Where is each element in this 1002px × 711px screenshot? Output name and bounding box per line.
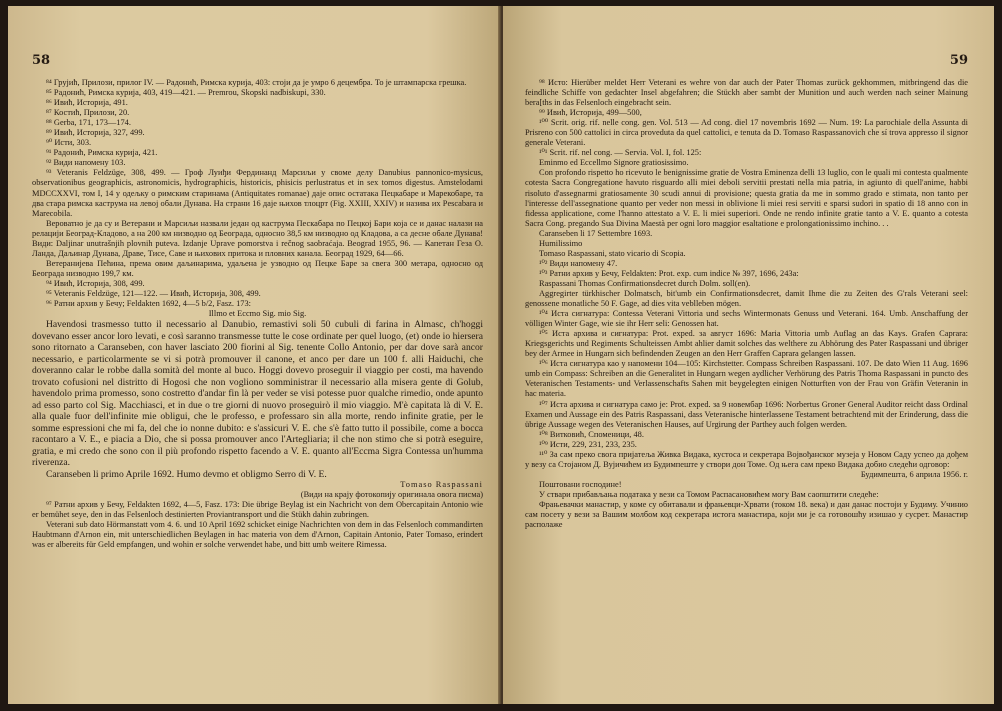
page-number-left: 58 xyxy=(32,53,51,68)
footnote-paragraph: ¹⁰³ Ратни архив у Бечу, Feldakten: Prot. exp. cum indice № 397, 1696, 243a: xyxy=(539,268,799,278)
footnote-paragraph: ⁸⁷ Костић, Прилози, 20. xyxy=(46,108,130,118)
right-page xyxy=(503,6,994,704)
footnote-paragraph: ⁹⁶ Ратни архив у Бечу; Feldakten 1692, 4—5 b/2, Fasz. 173: xyxy=(46,299,251,309)
footnote-paragraph: ⁸⁵ Радонић, Римска курија, 403, 419—421. — Premrou, Skopski nadbiskupi, 330. xyxy=(46,88,326,98)
footnote-paragraph: Aggregirter türkhischer Dolmatsch, bit'umb ein Confirmationsdecret, damit Ihme die zu Zeiten des G'rals Veterani seel: genossene monatliche 50 F. Gage, ad dies vita veblleben mögen. xyxy=(525,288,968,309)
footnote-paragraph: ¹⁰⁶ Иста сигнатура као у напомени 104—105: Kirchstetter. Compass Schreiben Raspassani. 107. De dato Wien 11 Aug. 1696 umb ein Compass: Schreiben an die Generalitet in Hungarn wegen aydlicher Verhörung des Patris Thoma Raspassani in puncto des Veteranischen Testaments- und Verlassenschafts Sahen mit beygelegten einigen Notturften von der Frau von Gräfin Veteranin in hac materia. xyxy=(525,359,968,399)
letter-paragraph: Caranseben li primo Aprile 1692. Humo devmo et obligmo Serro di V. E. xyxy=(46,468,327,480)
footnote-paragraph: Veterani sub dato Hörmanstatt vom 4. 6. und 10 April 1692 schicket einige Nachrichten von dem in das Felsenloch commandirten Haubtmann d'Arnon ein, mit unterschiedlichen Beylagen in hac materia von dem d'Arnon, Capitain Antonio, Pater Tomaso, erindert was er albereits für Geld empfangen, und wohin er solche verwendet habe, und bitt umb weitere Rimessa. xyxy=(32,520,483,550)
footnote-paragraph: ⁹⁸ Исто: Hierüber meldet Herr Veterani es wehre von dar auch der Pater Thomas zurück gekhommen, mitbringend das die feindliche Schiffe von gedachter Insel abgefahren; die Stückh aber sambt der Munition und auch werden nach seiner Mainung bera[ths in das Felsenloch eingebracht sein. xyxy=(525,78,968,108)
footnote-paragraph: ¹⁰⁸ Витковић, Споменици, 48. xyxy=(539,429,644,439)
letter-paragraph: Фрањевачки манастир, у коме су обитавали и фрањевци-Хрвати (током 18. века) и дан данас постоји у Будиму. Учинио сам посету у вези за Вашим молбом код секретара истога манастира, који ми је са готовошћу изишао у сусрет. Манастир располаже xyxy=(525,499,968,530)
footnote-paragraph: ⁹⁹ Ивић, Историја, 499—500, xyxy=(539,108,642,118)
footnote-paragraph: ¹⁰⁵ Иста архива и сигнатура: Prot. exped. за август 1696: Maria Vittoria umb Auflag an das Kays. Grafen Caprara: Kriegsgerichts und Regiments Schulteissen Ambt ahlier damit solches das welthere zu Abhörung des Pater Raspassani und übriger bey der Armee in Hungarn sich befindenden Zeugen an den Herr Graffen Caprara gelangen lassen. xyxy=(525,329,968,359)
footnote-paragraph: Humilissimo xyxy=(539,238,583,248)
footnote-paragraph: ⁸⁴ Грујић, Прилози, прилог IV. — Радонић, Римска курија, 403: стоји да је умро 6 децембра. То је штампарска грешка. xyxy=(46,78,467,87)
footnote-paragraph: ⁸⁶ Ивић, Историја, 491. xyxy=(46,98,128,108)
footnote-paragraph: ¹⁰² Види напомену 47. xyxy=(539,258,618,268)
footnote-paragraph: Ветеранијева Пећина, према овим даљинарима, удаљена је узводно од Пецке Баре за свега 300 метара, односно од Београда низводно 199,7 км. xyxy=(32,258,483,278)
letter-signature: Tomaso Raspassani xyxy=(400,480,483,490)
right-page-text xyxy=(525,78,968,530)
footnote-paragraph: ¹¹⁰ За сам преко свога пријатеља Живка Видака, кустоса и секретара Војвођанског музеја у Новом Саду успео да дођем у везу са Стојаном Д. Вујичићем из Будимпеште у створи дон Томе. Од њега сам преко Видака добио следећи одговор: xyxy=(525,449,968,469)
footnote-paragraph: Con profondo rispetto ho ricevuto le benignissime gratie de Vostra Eminenza delli 13 luglio, con le quali mi contesta qualmente cotesta Sacra Congregatione havuto risguardo alli miei deboli servitii prestati nella mia patria, in agiunto di quell'anime, habbi risoluto d'assegnarmi gratiosamente 30 scudi annui di provisione; questa gratia da me in sommo grado e stimata, non tanto per l'interesse dell'assegnatione quanto per veder non messi in oblivione li miei resi serviti e sparsi sudori in spatio di 18 anno con in fidessa applicatione, come l'hanno attestato a V. E. li miei superiori. Onde ne rendo infinite gratie tanto a V. E. quanto a cotesta Sacra Cong. pregando Sua Divina Maestà per ogni loro maggior esaltatione e prolongationissimo inchino. . . xyxy=(525,168,968,228)
letter-date: Будимпешта, 6 априла 1956. г. xyxy=(860,469,968,479)
footnote-paragraph: Вероватно је да су и Ветерани и Марсиљи назвали један од каструма Пескабара по Пецкој Бари која се и данас налази на релацији Београд-Кладово, а на 200 км низводно од Београда, односно 38,5 км низводно од Кладова, а са десне обале Дунава! Види: Daljinar unutrašnjih plovnih puteva. Izdanje Uprave pomorstva i rečnog saobraćaja. Beograd 1955, 96. — Капетан Геза О. Ландa, Даљинар Дунава, Драве, Тисе, Саве и њихових притока и пловних канала. Београд 1929, 64—66. xyxy=(32,218,483,258)
footnote-paragraph: Eminmo ed Eccellmo Signore gratiosissimo. xyxy=(539,158,689,168)
footnote-paragraph: ⁹⁷ Ратни архив у Бечу, Feldakten 1692, 4—5, Fasz. 173: Die übrige Beylag ist ein Nachricht von dem Obercapitain Antonio wie er bemühet seye, den in das Felsenloch destinierten Proviantransport und die Stükh dahin zubringen. xyxy=(32,500,483,520)
footnote-paragraph: ⁸⁹ Ивић, Историја, 327, 499. xyxy=(46,128,145,138)
letter-salutation: Поштовани господине! xyxy=(539,479,622,489)
page-number-right: 59 xyxy=(949,53,968,68)
footnote-paragraph: ⁸⁸ Gerba, 171, 173—174. xyxy=(46,118,131,128)
footnote-paragraph: ¹⁰⁹ Исти, 229, 231, 233, 235. xyxy=(539,439,637,449)
left-page-text xyxy=(32,78,483,550)
letter-paragraph: Havendosi trasmesso tutto il necessario al Danubio, remastivi soli 50 cubuli di farina in Almasc, ch'hoggi dovevano esser ancor loro levati, e così saranno transmesse tutte le cose ordinate per quel luogo, (et) onde io hiersera sono ritornato a Caranseben, con haver lasciato 200 fiorini al Sig. tenente Collo Antonio, per dar dove sarà ancor necessario, e particolarmente se vi si potrà promouver il canone, et anco per dare un 100 f. alli Haiduchi, che doveranno calar le robbe dalla somità del monte al buco. Hoggi dovevo proseguir il viaggio per costi, ma havendo trovato cofusioni nel distritto di Hogosi che non vogliono somministrar il necessario alla misera gente di Golub, havendolo prima promesso, sono costretto d'andar fin là per veder se visi potesse puor qualche rimedio, onde apunto ad esso parto col Sig. Macchiasci, et in due o tre giorni di nuovo proseguirò il mio viaggio. M'è capitata là di V. E. alla quale fuor dell'infinite mie obligui, che le professo, e professaro sin alla morte, rendo infinite gratie, per le somme espressioni che mi fa, del che io nonne dubito: e s'assicuri V. E. che s'è fatto tutto il possibile, come a bocca racontaro a V. E., e piacia a Dio, che si possa promouver anco l'Artegliaria; il che non stimo che si potrà eseguire, gratia, e mi credo che sono con il più profondo rispetto facendo a V. E. quanto all'Eccma Sigra Contessa un'humma riverenza. xyxy=(32,319,483,469)
footnote-paragraph: ¹⁰⁴ Иста сигнатура: Contessa Veterani Vittoria und sechs Wintermonats Genuss und Veterani. 164. Umb. Anschaffung der völligen Winter Gage, wie sie ihr Herr seli: Genossen hat. xyxy=(525,309,968,329)
letter-paragraph: У ствари прибављања података у вези са Томом Распасановићем могу Вам саопштити следеће: xyxy=(539,489,879,499)
footnote-paragraph: ¹⁰⁷ Иста архива и сигнатура само је: Prot. exped. за 9 новембар 1696: Norbertus Groner General Auditor reicht dass Ordinal Examen und Aussage ein des Patris Raspassani, dass Veteranische hinterlassene Testament betrachtend mit der Erinderung, dass die übrige Aussage wegen des Veteranischen Hauses, auf Urgirung der Parthey auch folgen werden. xyxy=(525,399,968,429)
footnote-paragraph: ⁹³ Veteranis Feldzüge, 308, 499. — Гроф Луиђи Фердинанд Марсиљи у своме делу Danubius pannonico-mysicus, observationibus geographicis, astronomicis, hydrographicis, historicis, phisicis perlustratus et in sex tomos digestus. Amstelodami MDCCXXVI, том I, 14 у одељку о римским старинама (Antiquitates romanae) даје опис остатака Пецкабаре и Марекобаре, та два стара римска каструма на левој обали Дунава. На страни 16 даје њихов тлоцрт (Fig. XXIII, XXIV) и назива их Pescabara и Marecobila. xyxy=(32,168,483,218)
footnote-paragraph: Tomaso Raspassani, stato vicario di Scopia. xyxy=(539,248,686,258)
left-page xyxy=(8,6,501,704)
footnote-paragraph: ⁹¹ Радонић, Римска курија, 421. xyxy=(46,148,158,158)
footnote-paragraph: ⁹² Види напомену 103. xyxy=(46,158,126,168)
footnote-paragraph: ¹⁰¹ Scrit. rif. nel cong. — Servia. Vol. I, fol. 125: xyxy=(539,148,702,158)
footnote-paragraph: Illmo et Eccmo Sig. mio Sig. xyxy=(208,309,307,319)
footnote-paragraph: ⁹⁵ Veteranis Feldzüge, 121—122. — Ивић, Историја, 308, 499. xyxy=(46,288,261,298)
footnote-paragraph: Raspassani Thomas Confirmationsdecret durch Dolm. soll(en). xyxy=(539,278,751,288)
footnote-paragraph: ⁹⁴ Ивић, Историја, 308, 499. xyxy=(46,278,145,288)
footnote-paragraph: Caranseben li 17 Settembre 1693. xyxy=(539,228,653,238)
footnote-paragraph: ⁹⁰ Исти, 303. xyxy=(46,138,92,148)
signature-note: (Види на крају фотокопију оригинала овога писма) xyxy=(300,490,483,500)
footnote-paragraph: ¹⁰⁰ Scrit. orig. rif. nelle cong. gen. Vol. 513 — Ad cong. diel 17 novembris 1692 — Num. 19: La parochiale della Assunta di Prisreno con 500 cattolici in circa proveduta da quel cattolici, e tenuta da D. Tomaso Raspassanovich che sí trova appresso il signor generale Veterani. xyxy=(525,118,968,148)
